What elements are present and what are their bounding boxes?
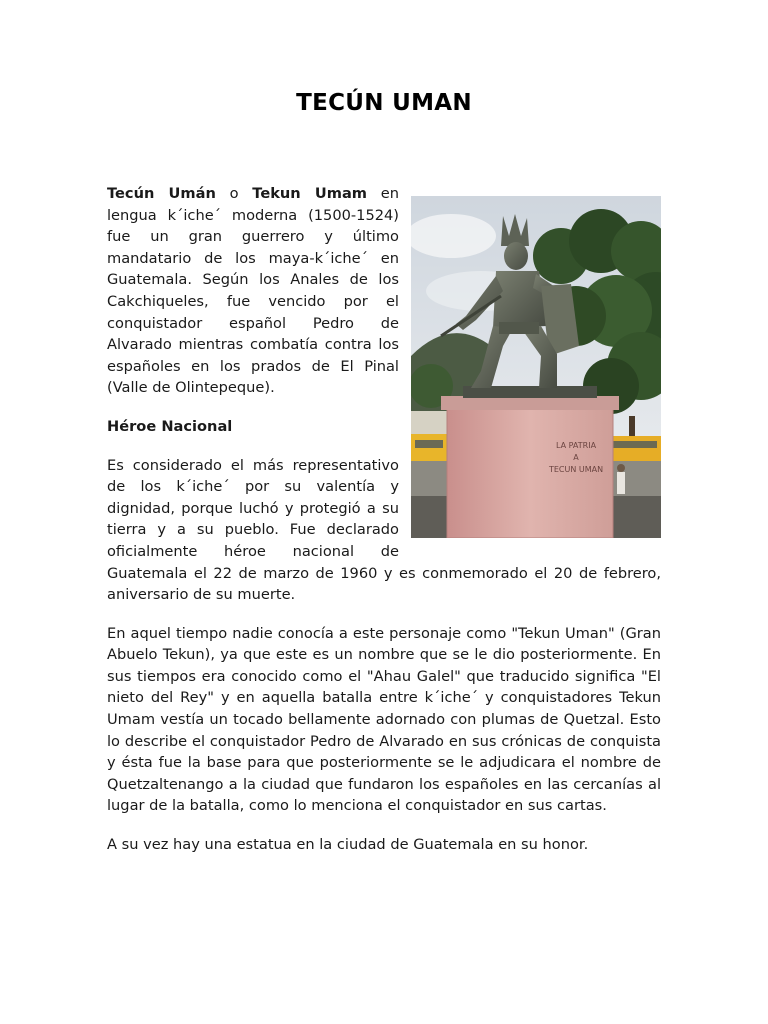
document-body [107, 183, 661, 856]
section-heading-heroe-nacional: Héroe Nacional [107, 417, 233, 435]
history-paragraph: En aquel tiempo nadie conocía a este personaje como "Tekun Uman" (Gran Abuelo Tekun), ya que este es un nombre que se le dio posteriormente. En sus tiempos era conocido como el "Ahau Galel" que traducido significa "El nieto del Rey" y en aquella batalla entre k´iche´ y conquistadores Tekun Umam vestía un tocado bellamente adornado con plumas de Quetzal. Esto lo describe el conquistador Pedro de Alvarado en sus crónicas de conquista y ésta fue la base para que posteriormente se le adjudicara el nombre de Quetzaltenango a la ciudad que fundaron los españoles en las cercanías al lugar de la batalla, como lo menciona el conquistador en sus cartas. [107, 624, 661, 815]
bus-left [411, 434, 447, 464]
person [617, 472, 625, 494]
intro-text: en lengua k´iche´ moderna (1500-1524) fue un gran guerrero y último mandatario de los maya-k´iche´ en Guatemala. Según los Anales de los Cakchiqueles, fue vencido por el conquistador español Pedro de Alvarado mientras combatía contra los españoles en los prados de El Pinal (Valle de Olintepeque). [107, 185, 400, 397]
bus-right [609, 436, 661, 464]
plaque-line-1: LA PATRIA [555, 441, 597, 450]
statue-paragraph: A su vez hay una estatua en la ciudad de Guatemala en su honor. [107, 836, 589, 854]
intro-connector: o [215, 185, 253, 202]
heroe-paragraph: Es considerado el más representativo de los k´iche´ por su valentía y dignidad, porque luchó y protegió a su tierra y a su pueblo. Fue declarado oficialmente héroe nacional de Guatemala el 22 de marzo de 1960 y es conmemorado el 20 de febrero, aniversario de su muerte. [107, 456, 661, 604]
document-title: TECÚN UMAN [296, 90, 472, 116]
name-tecun-uman: Tecún Umán [107, 185, 216, 202]
statue-photo [411, 196, 661, 538]
plaque-line-2: A [573, 453, 579, 462]
name-tekun-umam: Tekun Umam [252, 185, 368, 202]
pedestal-cap [441, 396, 619, 410]
plaque-line-3: TECUN UMAN [548, 465, 604, 474]
